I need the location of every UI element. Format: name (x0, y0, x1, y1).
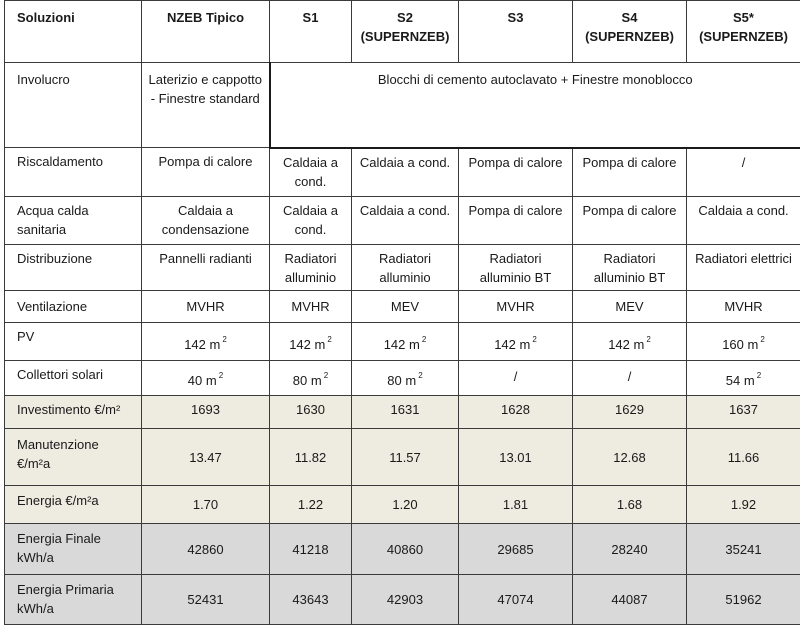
cell-energia-finale-s4: 28240 (573, 524, 687, 575)
cell-manutenzione-s4: 12.68 (573, 429, 687, 486)
cell-energia-finale-s2: 40860 (352, 524, 459, 575)
cell-energia-primaria-s5: 51962 (687, 575, 800, 625)
row-investimento (5, 396, 800, 429)
row-energia (5, 486, 800, 524)
cell-involucro-span: Blocchi di cemento autoclavato + Finestre monoblocco (270, 63, 800, 148)
solutions-comparison-table (4, 0, 800, 625)
cell-collettori-s2: 80 m $^2$ (352, 361, 459, 396)
cell-energia-primaria-s2: 42903 (352, 575, 459, 625)
cell-distribuzione-nzeb: Pannelli radianti (142, 245, 270, 291)
cell-manutenzione-s3: 13.01 (459, 429, 573, 486)
cell-manutenzione-nzeb: 13.47 (142, 429, 270, 486)
row-acqua-calda (5, 197, 800, 245)
cell-collettori-s4: / (573, 361, 687, 396)
cell-ventilazione-s3: MVHR (459, 291, 573, 323)
label-energia-primaria: Energia Primaria kWh/a (5, 575, 142, 625)
cell-acqua-s1: Caldaia a cond. (270, 197, 352, 245)
cell-energia-finale-s3: 29685 (459, 524, 573, 575)
label-collettori: Collettori solari (5, 361, 142, 396)
cell-manutenzione-s1: 11.82 (270, 429, 352, 486)
cell-energia-s4: 1.68 (573, 486, 687, 524)
cell-acqua-nzeb: Caldaia a condensazione (142, 197, 270, 245)
cell-collettori-s3: / (459, 361, 573, 396)
label-distribuzione: Distribuzione (5, 245, 142, 291)
label-ventilazione: Ventilazione (5, 291, 142, 323)
cell-energia-primaria-nzeb: 52431 (142, 575, 270, 625)
row-manutenzione (5, 429, 800, 486)
header-s4: S4 (SUPERNZEB) (573, 1, 687, 63)
row-pv (5, 323, 800, 361)
cell-energia-s5: 1.92 (687, 486, 800, 524)
label-riscaldamento: Riscaldamento (5, 148, 142, 197)
cell-ventilazione-s4: MEV (573, 291, 687, 323)
row-energia-finale (5, 524, 800, 575)
cell-distribuzione-s5: Radiatori elettrici (687, 245, 800, 291)
header-s5: S5* (SUPERNZEB) (687, 1, 800, 63)
header-s2: S2 (SUPERNZEB) (352, 1, 459, 63)
cell-pv-s2: 142 m $^2$ (352, 323, 459, 361)
row-distribuzione (5, 245, 800, 291)
cell-acqua-s2: Caldaia a cond. (352, 197, 459, 245)
row-riscaldamento (5, 148, 800, 197)
cell-distribuzione-s3: Radiatori alluminio BT (459, 245, 573, 291)
label-energia: Energia €/m²a (5, 486, 142, 524)
header-s1: S1 (270, 1, 352, 63)
cell-riscaldamento-nzeb: Pompa di calore (142, 148, 270, 197)
label-involucro: Involucro (5, 63, 142, 148)
label-pv: PV (5, 323, 142, 361)
cell-involucro-nzeb: Laterizio e cappotto - Finestre standard (142, 63, 270, 148)
label-energia-finale: Energia Finale kWh/a (5, 524, 142, 575)
header-row (5, 1, 800, 63)
cell-collettori-s5: 54 m $^2$ (687, 361, 800, 396)
cell-pv-s5: 160 m $^2$ (687, 323, 800, 361)
cell-riscaldamento-s2: Caldaia a cond. (352, 148, 459, 197)
cell-investimento-s5: 1637 (687, 396, 800, 429)
row-ventilazione (5, 291, 800, 323)
cell-acqua-s5: Caldaia a cond. (687, 197, 800, 245)
cell-energia-finale-s1: 41218 (270, 524, 352, 575)
label-investimento: Investimento €/m² (5, 396, 142, 429)
cell-investimento-s2: 1631 (352, 396, 459, 429)
cell-ventilazione-s1: MVHR (270, 291, 352, 323)
cell-pv-s3: 142 m $^2$ (459, 323, 573, 361)
header-nzeb: NZEB Tipico (142, 1, 270, 63)
row-energia-primaria (5, 575, 800, 625)
cell-collettori-s1: 80 m $^2$ (270, 361, 352, 396)
cell-ventilazione-s2: MEV (352, 291, 459, 323)
cell-collettori-nzeb: 40 m $^2$ (142, 361, 270, 396)
cell-energia-s1: 1.22 (270, 486, 352, 524)
cell-energia-finale-s5: 35241 (687, 524, 800, 575)
cell-ventilazione-s5: MVHR (687, 291, 800, 323)
cell-distribuzione-s2: Radiatori alluminio (352, 245, 459, 291)
cell-energia-primaria-s4: 44087 (573, 575, 687, 625)
cell-pv-s4: 142 m $^2$ (573, 323, 687, 361)
cell-riscaldamento-s1: Caldaia a cond. (270, 148, 352, 197)
cell-energia-s3: 1.81 (459, 486, 573, 524)
cell-distribuzione-s1: Radiatori alluminio (270, 245, 352, 291)
cell-investimento-s4: 1629 (573, 396, 687, 429)
cell-energia-finale-nzeb: 42860 (142, 524, 270, 575)
cell-manutenzione-s2: 11.57 (352, 429, 459, 486)
cell-ventilazione-nzeb: MVHR (142, 291, 270, 323)
cell-manutenzione-s5: 11.66 (687, 429, 800, 486)
row-involucro (5, 63, 800, 148)
cell-investimento-s3: 1628 (459, 396, 573, 429)
cell-energia-primaria-s3: 47074 (459, 575, 573, 625)
cell-pv-s1: 142 m $^2$ (270, 323, 352, 361)
cell-riscaldamento-s5: / (687, 148, 800, 197)
cell-energia-nzeb: 1.70 (142, 486, 270, 524)
row-collettori (5, 361, 800, 396)
header-soluzioni: Soluzioni (5, 1, 142, 63)
header-s3: S3 (459, 1, 573, 63)
cell-distribuzione-s4: Radiatori alluminio BT (573, 245, 687, 291)
cell-energia-primaria-s1: 43643 (270, 575, 352, 625)
cell-energia-s2: 1.20 (352, 486, 459, 524)
cell-riscaldamento-s4: Pompa di calore (573, 148, 687, 197)
cell-investimento-s1: 1630 (270, 396, 352, 429)
cell-pv-nzeb: 142 m $^2$ (142, 323, 270, 361)
label-manutenzione: Manutenzione €/m²a (5, 429, 142, 486)
label-acqua-calda: Acqua calda sanitaria (5, 197, 142, 245)
cell-acqua-s3: Pompa di calore (459, 197, 573, 245)
cell-riscaldamento-s3: Pompa di calore (459, 148, 573, 197)
cell-investimento-nzeb: 1693 (142, 396, 270, 429)
cell-acqua-s4: Pompa di calore (573, 197, 687, 245)
